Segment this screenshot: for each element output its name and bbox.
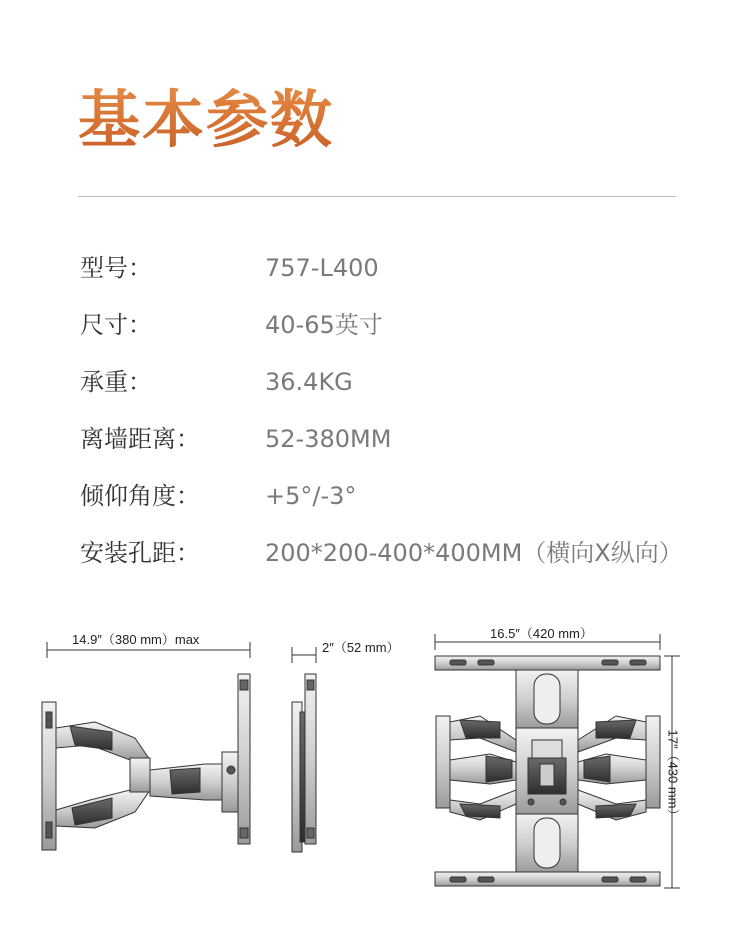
spec-value: 757-L400 xyxy=(265,254,379,282)
spec-value: +5°/-3° xyxy=(265,482,357,510)
side-folded-diagram xyxy=(292,647,316,852)
spec-label: 尺寸： xyxy=(80,311,152,339)
side-extended-diagram xyxy=(42,642,250,850)
spec-label: 承重： xyxy=(80,368,152,396)
spec-label: 倾仰角度： xyxy=(80,482,200,510)
spec-value: 200*200-400*400MM（横向X纵向） xyxy=(265,539,683,567)
spec-label: 型号： xyxy=(80,254,152,282)
side-folded-dimension: 2″（52 mm） xyxy=(322,640,400,655)
spec-label: 离墙距离： xyxy=(80,425,200,453)
front-width-dimension: 16.5″（420 mm） xyxy=(490,626,593,641)
spec-value: 52-380MM xyxy=(265,425,392,453)
front-height-dimension: 17″（430 mm） xyxy=(665,729,681,822)
page-title: 基本参数 xyxy=(78,83,335,156)
spec-label: 安装孔距： xyxy=(80,539,200,567)
spec-value: 40-65英寸 xyxy=(265,311,383,339)
side-extended-dimension: 14.9″（380 mm）max xyxy=(72,632,200,647)
front-diagram xyxy=(435,634,680,888)
spec-value: 36.4KG xyxy=(265,368,353,396)
